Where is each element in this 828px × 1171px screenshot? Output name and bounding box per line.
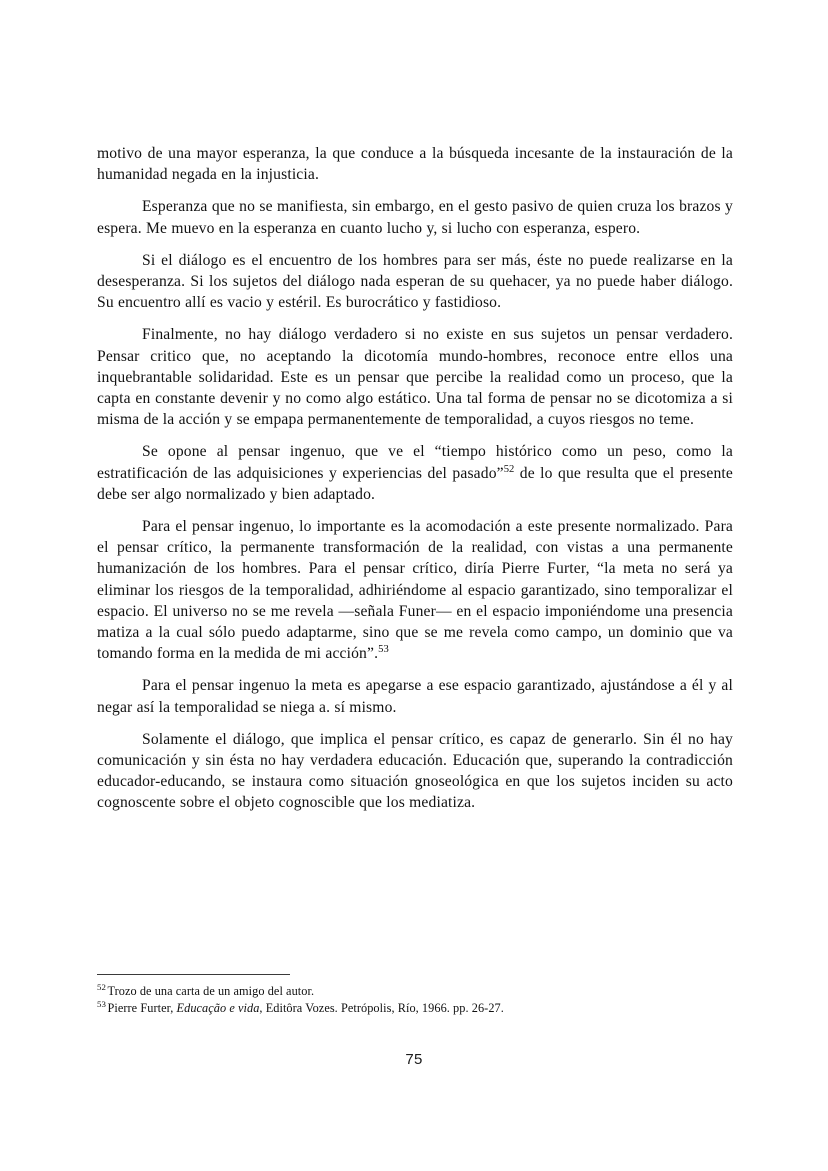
footnote-marker-52: 52	[97, 981, 106, 992]
footnote-text: Trozo de una carta de un amigo del autor.	[107, 984, 315, 998]
paragraph-text-segment: Para el pensar ingenuo, lo importante es la acomodación a este presente normalizado. Para el pensar crítico, la permanente transformación de la realidad, con vistas a una permanente humanización de los hombres. Para el pensar crítico, diría Pierre Furter, “la meta no será ya eliminar los riesgos de la temporalidad, adhiriéndome al espacio garantizado, sino temporalizar el espacio. El universo no se me revela —señala Funer— en el espacio imponiéndome una presencia matiza a la cual sólo puedo adaptarme, sino que se me revela como campo, un dominio que va tomando forma en la medida de mi acción”.	[97, 518, 733, 663]
paragraph-text-segment: de lo que resulta que el presente debe ser algo normalizado y bien adaptado.	[97, 464, 733, 503]
footnote-text: , Editôra Vozes. Petrópolis, Río, 1966. pp. 26-27.	[259, 1001, 504, 1016]
footnote-item	[97, 1000, 733, 1017]
paragraph: Finalmente, no hay diálogo verdadero si no existe en sus sujetos un pensar verdadero. Pensar critico que, no aceptando la dicotomía mundo-hombres, reconoce entre ellos una inquebrantable solidaridad. Este es un pensar que percibe la realidad como un proceso, que la capta en constante devenir y no como algo estático. Una tal forma de pensar no se dicotomiza a si misma de la acción y se empapa permanentemente de temporalidad, a cuyos riesgos no teme.	[97, 326, 733, 429]
body-text-column	[97, 143, 733, 814]
footnote-block	[97, 974, 733, 1017]
footnote-text: Pierre Furter,	[107, 1001, 177, 1016]
paragraph: Si el diálogo es el encuentro de los hombres para ser más, éste no puede realizarse en la desesperanza. Si los sujetos del diálogo nada esperan de su quehacer, ya no puede haber diálogo. Su encuentro allí es vacio y estéril. Es burocrático y fastidioso.	[97, 251, 733, 312]
paragraph-with-footnote-ref	[97, 516, 733, 664]
footnote-cited-title: Educação e vida	[176, 1001, 260, 1016]
paragraph-text-segment: Se opone al pensar ingenuo, que ve el “tiempo histórico como un peso, como la estratificación de las adquisiciones y experiencias del pasado”	[97, 443, 733, 482]
page-number: 75	[405, 1051, 423, 1068]
footnote-item	[97, 983, 733, 1000]
paragraph: Para el pensar ingenuo la meta es apegarse a ese espacio garantizado, ajustándose a él y al negar así la temporalidad se niega a. sí mismo.	[97, 677, 733, 716]
paragraph: motivo de una mayor esperanza, la que conduce a la búsqueda incesante de la instauración de la humanidad negada en la injusticia.	[97, 145, 733, 184]
footnote-separator-rule	[97, 974, 290, 975]
footnote-reference-53[interactable]: 53	[378, 644, 389, 656]
paragraph: Esperanza que no se manifiesta, sin embargo, en el gesto pasivo de quien cruza los brazos y espera. Me muevo en la esperanza en cuanto lucho y, si lucho con esperanza, espero.	[97, 198, 733, 237]
footnote-reference-52[interactable]: 52	[503, 463, 515, 475]
paragraph: Solamente el diálogo, que implica el pensar crítico, es capaz de generarlo. Sin él no hay comunicación y sin ésta no hay verdadera educación. Educación que, superando la contradicción educador-educando, se instaura como situación gnoseológica en que los sujetos inciden su acto cognoscente sobre el objeto cognoscible que los mediatiza.	[97, 730, 733, 812]
footnote-marker-53: 53	[97, 999, 106, 1010]
paragraph-with-footnote-ref	[97, 441, 733, 505]
